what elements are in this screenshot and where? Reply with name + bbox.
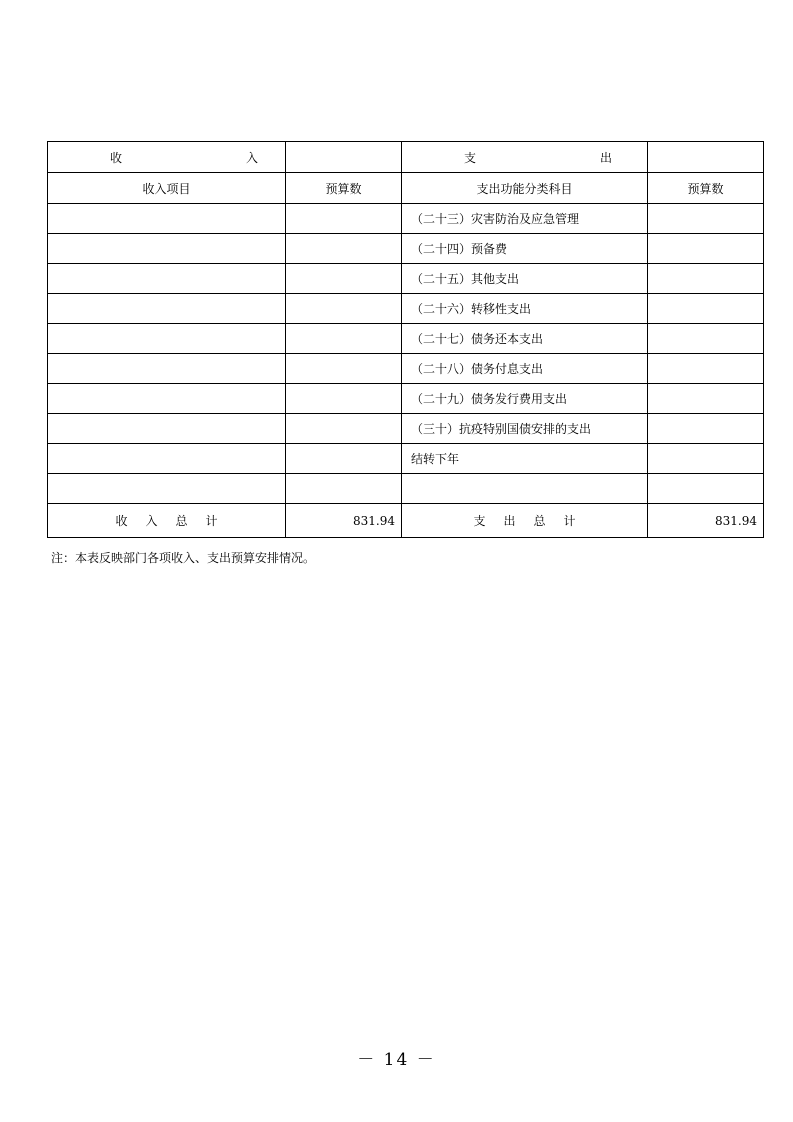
income-value-cell xyxy=(286,234,402,264)
table-row xyxy=(48,384,764,414)
expense-item-cell: （二十四）预备费 xyxy=(402,234,648,264)
table-row xyxy=(48,234,764,264)
income-item-cell xyxy=(48,474,286,504)
expense-item-cell xyxy=(402,474,648,504)
expense-item-cell: （二十八）债务付息支出 xyxy=(402,354,648,384)
table-row xyxy=(48,474,764,504)
income-item-cell xyxy=(48,444,286,474)
income-value-cell xyxy=(286,354,402,384)
table-row xyxy=(48,204,764,234)
table-row xyxy=(48,264,764,294)
expense-value-cell xyxy=(648,294,764,324)
income-item-header: 收入项目 xyxy=(48,173,286,204)
table-row xyxy=(48,414,764,444)
income-item-cell xyxy=(48,354,286,384)
header-row-top xyxy=(48,142,764,173)
income-header: 收 入 xyxy=(48,142,286,173)
expense-item-cell: （二十六）转移性支出 xyxy=(402,294,648,324)
income-value-cell xyxy=(286,474,402,504)
header-row-sub xyxy=(48,173,764,204)
expense-item-cell: （二十七）债务还本支出 xyxy=(402,324,648,354)
expense-value-cell xyxy=(648,234,764,264)
expense-value-cell xyxy=(648,264,764,294)
table-note: 注：本表反映部门各项收入、支出预算安排情况。 xyxy=(51,551,316,565)
expense-item-cell: （二十五）其他支出 xyxy=(402,264,648,294)
income-value-cell xyxy=(286,204,402,234)
expense-value-cell xyxy=(648,474,764,504)
income-item-cell xyxy=(48,324,286,354)
income-value-cell xyxy=(286,444,402,474)
expense-total-label: 支出总计 xyxy=(402,504,648,538)
budget-table xyxy=(47,141,764,538)
expense-item-cell: 结转下年 xyxy=(402,444,648,474)
expense-item-header: 支出功能分类科目 xyxy=(402,173,648,204)
expense-value-cell xyxy=(648,414,764,444)
table-row xyxy=(48,294,764,324)
table-row xyxy=(48,324,764,354)
income-value-cell xyxy=(286,384,402,414)
table-row xyxy=(48,444,764,474)
income-item-cell xyxy=(48,234,286,264)
income-value-cell xyxy=(286,294,402,324)
income-item-cell xyxy=(48,414,286,444)
expense-value-cell xyxy=(648,204,764,234)
income-item-cell xyxy=(48,264,286,294)
total-row xyxy=(48,504,764,538)
expense-item-cell: （二十三）灾害防治及应急管理 xyxy=(402,204,648,234)
expense-item-cell: （二十九）债务发行费用支出 xyxy=(402,384,648,414)
expense-value-cell xyxy=(648,354,764,384)
income-total-label: 收入总计 xyxy=(48,504,286,538)
income-value-cell xyxy=(286,264,402,294)
expense-total-value: 831.94 xyxy=(648,504,764,538)
income-item-cell xyxy=(48,294,286,324)
expense-value-cell xyxy=(648,384,764,414)
expense-item-cell: （三十）抗疫特别国债安排的支出 xyxy=(402,414,648,444)
income-value-cell xyxy=(286,414,402,444)
page-number: － 14 － xyxy=(357,1050,436,1070)
income-budget-header: 预算数 xyxy=(286,173,402,204)
expense-header: 支 出 xyxy=(402,142,648,173)
expense-value-cell xyxy=(648,444,764,474)
expense-value-cell xyxy=(648,324,764,354)
expense-budget-header: 预算数 xyxy=(648,173,764,204)
income-value-cell xyxy=(286,324,402,354)
income-total-value: 831.94 xyxy=(286,504,402,538)
income-item-cell xyxy=(48,384,286,414)
income-item-cell xyxy=(48,204,286,234)
table-row xyxy=(48,354,764,384)
table-body xyxy=(48,204,764,504)
